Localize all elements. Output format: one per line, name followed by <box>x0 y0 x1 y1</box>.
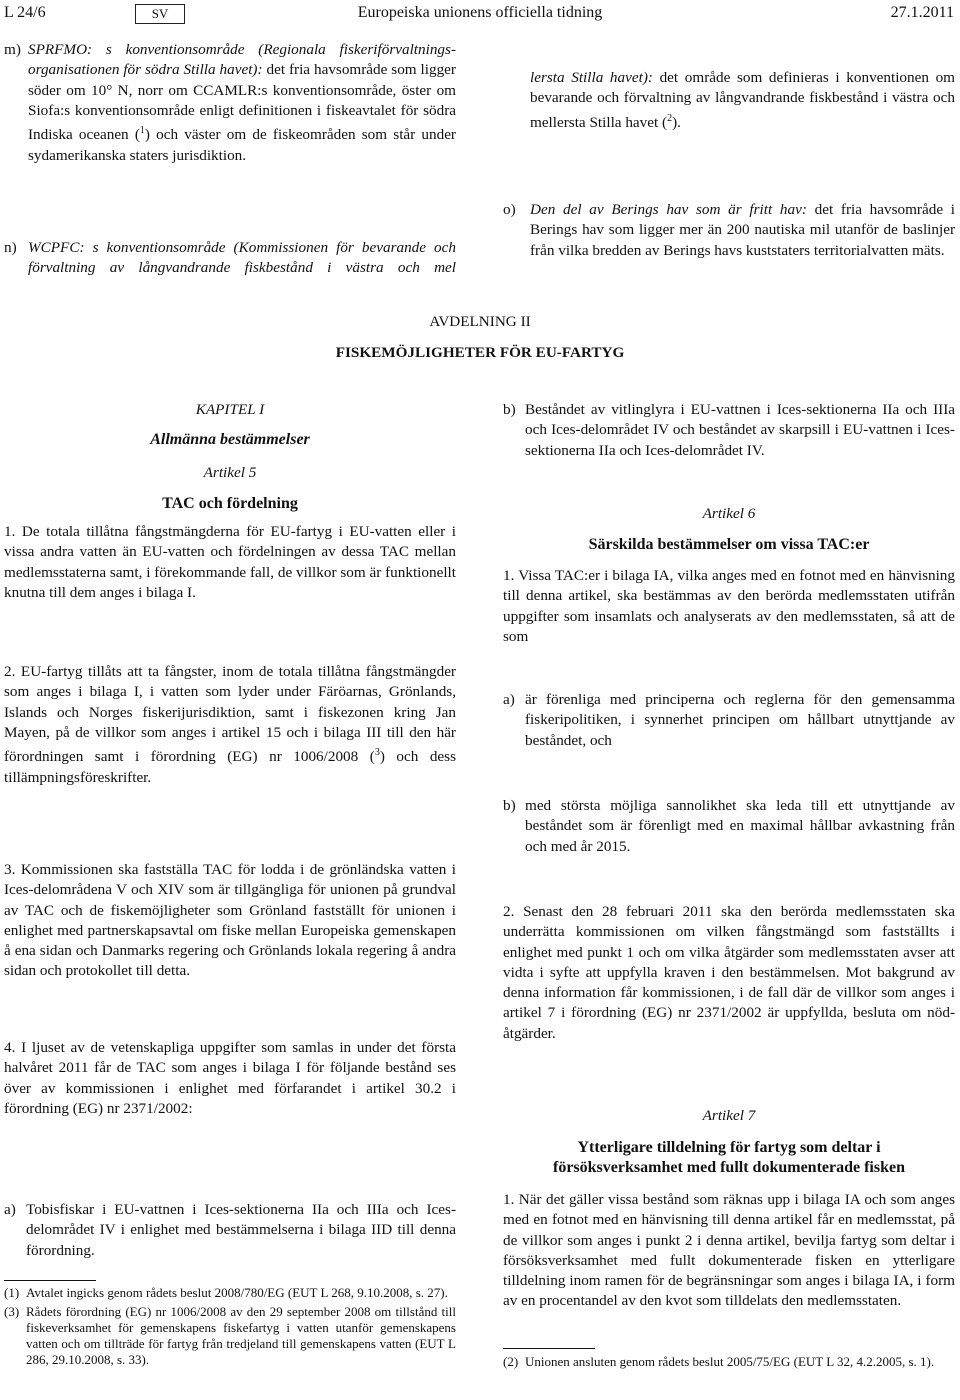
definition-text-cont: ) och väster om de fiskeområden som står under sydamerikanska staters jurisdiktion. <box>28 126 456 164</box>
item-label: a) <box>4 1201 16 1218</box>
footnote: (1) Avtalet ingicks genom rådets beslut 2008/780/EG (EUT L 268, 9.10.2008, s. 27). <box>4 1285 448 1300</box>
paragraph-4: 4. I ljuset av de vetenskapliga uppgifter som samlas in under det första halvåret 2011 får de TAC som anges i bilaga I för följande bestånd ses över av kommissionen i enlighet med förfarandet i artikel 30.2 i förordning (EG) nr 2371/2002: <box>4 1039 456 1117</box>
definition-term: lersta Stilla havet): <box>530 69 653 86</box>
list-item-b: b) Beståndet av vitlinglyra i EU-vattnen i Ices-sektionerna IIa och IIIa och Ices-delområdet IV och beståndet av skarpsill i EU-vattnen i Ices-sektionerna IIa och Ices-delområdet IV. <box>503 400 955 461</box>
article-5-title: TAC och fördelning <box>162 495 298 512</box>
definition-n-continued: lersta Stilla havet): det område som definieras i konventionen om bevarande och förvaltning av långvandrande fiskbestånd i västra och mellersta Stilla havet ($^2$). <box>530 69 955 131</box>
article-6-paragraph-1: 1. Vissa TAC:er i bilaga IA, vilka anges med en fotnot med en hänvisning till denna artikel, ska bestämmas av den berörda medlemsstaten utifrån uppgifter som insamlats och analyserats av den medlemsstaten, så att de som <box>503 567 955 645</box>
definition-term: Den del av Berings hav som är fritt hav: <box>530 201 807 218</box>
definition-o <box>503 200 955 261</box>
left-column <box>4 400 456 1400</box>
article-6-title: Särskilda bestämmelser om vissa TAC:er <box>588 536 870 553</box>
item-label: o) <box>503 201 516 218</box>
footnote-separator <box>4 1280 96 1281</box>
article-6-label: Artikel 6 <box>702 505 756 522</box>
article-6-item-a: a) är förenliga med principerna och reglerna för den gemensamma fiskeripolitiken, i synnerhet principen om hållbart utnyttjande av beståndet, och <box>503 690 955 751</box>
list-item-a: a) Tobisfiskar i EU-vattnen i Ices-sektionerna IIa och IIIa och Ices-delområdet IV i enlighet med bestämmelserna i bilaga IID till denna förordning. <box>4 1200 456 1261</box>
article-7-paragraph-1: 1. När det gäller vissa bestånd som räknas upp i bilaga IA och som anges med en fotnot med en hänvisning till denna artikel får en medlemsstat, på de villkor som anges i punkt 2 i denna artikel, bevilja fartyg som deltar i försöksverksamhet med fullt dokumenterade fisken en ytterligare tilldelning inom ramen för de begränsningar som anges i bilaga IA, i form av en procentandel av den kvot som tilldelats den medlemsstaten. <box>503 1191 955 1310</box>
footnotes-right <box>503 1354 955 1370</box>
journal-title: Europeiska unionens officiella tidning <box>357 4 603 21</box>
page-header <box>0 4 960 26</box>
footnote-ref: 3 <box>374 747 380 759</box>
footnotes-left <box>4 1285 456 1368</box>
publication-date: 27.1.2011 <box>890 4 954 21</box>
definition-text: det fria havsområde som ligger söder om 10° N, norr om CCAMLR:s konventionsområde, öster om Siofa:s konventionsområde enligt definitionen i fiskeavtalet för södra Indiska oceanen ( <box>28 61 456 144</box>
footnote-ref: 2 <box>667 112 673 124</box>
section-title: AVDELNING II <box>429 313 531 330</box>
article-5-label: Artikel 5 <box>203 464 257 481</box>
definition-text: det område som definieras i konventionen om bevarande och förvaltning av långvandrande fiskbestånd i västra och mellersta Stilla havet ( <box>530 69 955 131</box>
definition-n <box>4 238 456 279</box>
paragraph-3: 3. Kommissionen ska fastställa TAC för lodda i de grönländska vatten i Ices-delområdena V och XIV som är tillgängliga för unionen på grundval av TAC och de fiskemöjligheter som Grönland fastställt för unionen i enlighet med partnerskapsavtal om fiske mellan Europeiska gemenskapen å ena sidan och Danmarks regering och Grönlands lokala regering å andra sidan och protokollet till detta. <box>4 861 456 980</box>
footnote-ref: 1 <box>139 125 145 137</box>
definition-text: det fria havsområde i Berings hav som ligger mer än 200 nautiska mil utanför de baslinjer från vilka bredden av Berings havs kuststaters territorialvatten mäts. <box>530 201 955 259</box>
item-label: b) <box>503 401 516 418</box>
article-6-paragraph-2: 2. Senast den 28 februari 2011 ska den berörda medlemsstaten ska underrätta kommissionen om vilken fångstmängd som fastställts i enlighet med punkt 1 och om vilka åtgärder som medlemsstaten avser att vidta i syfte att uppfylla kraven i den bestämmelsen. Mot bakgrund av denna information får kommissionen, i de fall där de villkor som anges i artikel 7 i förordning (EG) nr 2371/2002 är uppfyllda, besluta om nödåtgärder. <box>503 903 955 1042</box>
item-label: b) <box>503 797 516 814</box>
paragraph-2: 2. EU-fartyg tillåts att ta fångster, inom de totala tillåtna fångstmängder som anges i bilaga I, i vatten som lyder under Färöarnas, Grönlands, Islands och Norges fiskerijurisdiktion, samt i fiskezonen kring Jan Mayen, på de villkor som anges i artikel 15 och i bilaga III till den här förordningen samt i förordning (EG) nr 1006/2008 ($^3$) och dess tillämpningsföreskrifter. <box>4 663 456 786</box>
article-7-title: Ytterligare tilldelning för fartyg som deltar i försöksverksamhet med fullt dokumenterade fisken <box>553 1139 905 1177</box>
article-7-label: Artikel 7 <box>702 1107 756 1124</box>
language-badge: SV <box>135 4 185 24</box>
item-label: n) <box>4 239 17 256</box>
item-label: a) <box>503 691 515 708</box>
paragraph-1: 1. De totala tillåtna fångstmängderna för EU-fartyg i EU-vatten eller i vissa andra vatten än EU-vatten och fördelningen av dessa TAC mellan medlemsstaterna samt, i förekommande fall, de villkor som är funktionellt knutna till dem anges i bilaga I. <box>4 523 456 601</box>
item-label: m) <box>4 41 21 58</box>
footnote: (3) Rådets förordning (EG) nr 1006/2008 av den 29 september 2008 om tillstånd till fiskeverksamhet för gemenskapens fiskefartyg i vatten utanför gemenskapens vatten och om tillträde för fartyg från tredjeland till gemenskapens vatten (EUT L 286, 29.10.2008, s. 33). <box>4 1304 456 1367</box>
chapter-title: Allmänna bestämmelser <box>150 431 310 448</box>
page-reference: L 24/6 <box>4 4 46 21</box>
article-6-item-b: b) med största möjliga sannolikhet ska leda till ett utnyttjande av beståndet som är förenligt med en maximal hållbar avkastning från och med år 2015. <box>503 796 955 857</box>
right-column <box>503 400 955 1400</box>
definition-term: SPRFMO: s konventionsområde (Regionala fiskeriförvaltningsorganisationen för södra Stilla havet): <box>28 41 456 79</box>
footnote-separator <box>503 1348 595 1349</box>
chapter-label: KAPITEL I <box>195 401 265 418</box>
definition-m <box>4 40 456 166</box>
definition-term: WCPFC: s konventionsområde (Kommissionen för bevarande och förvaltning av långvandrande fiskbestånd i västra och mel <box>28 239 456 277</box>
section-subtitle: FISKEMÖJLIGHETER FÖR EU-FARTYG <box>335 344 625 361</box>
footnote: (2) Unionen ansluten genom rådets beslut 2005/75/EG (EUT L 32, 4.2.2005, s. 1). <box>503 1354 935 1369</box>
